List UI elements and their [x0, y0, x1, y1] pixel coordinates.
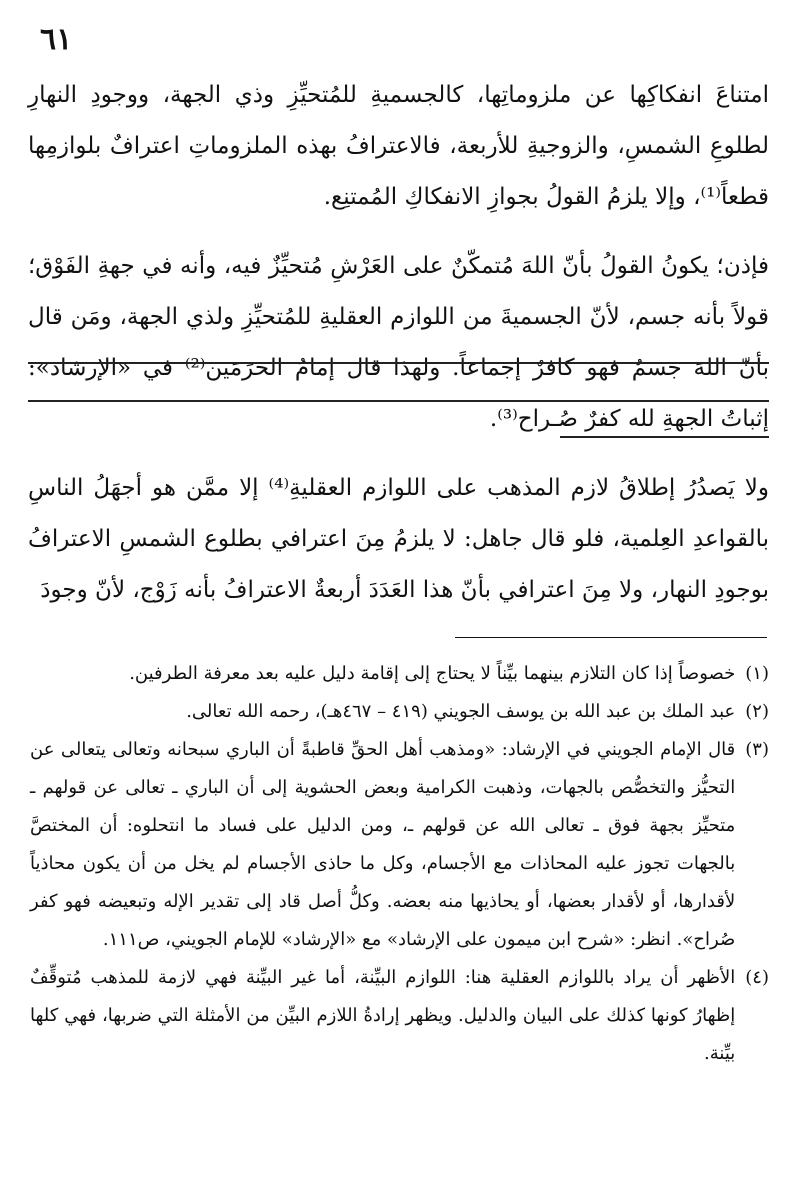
main-text: [28, 70, 769, 616]
footnote-1: [30, 655, 769, 693]
footnote-4: [30, 959, 769, 1073]
paragraph-3: ولا يَصدُرُ إطلاقُ لازم المذهب على اللوازم العقليةِ⁽⁴⁾ إلا ممَّن هو أجهَلُ الناسِ بالقواعدِ العِلمية، فلو قال جاهل: لا يلزمُ مِنَ اعترافي بطلوع الشمسِ الاعترافُ بوجودِ النهار، ولا مِنَ اعترافي بأنّ هذا العَدَدَ أربعةٌ الاعترافُ بأنه زَوْج، لأنّ وجودَ: [28, 475, 769, 603]
paragraph-2: فإذن؛ يكونُ القولُ بأنّ اللهَ مُتمكّنٌ على العَرْشِ مُتحيِّزٌ فيه، وأنه في جهةِ الفَوْق؛ قولاً بأنه جسم، لأنّ الجسميةَ من اللوازم العقليةِ للمُتحيِّزِ ولذي الجهة، ومَن قال بأنّ اللهَ جسمٌ فهو كافرٌ إجماعاً. ولهذا قال إمامُ الحرَمَين⁽²⁾ في «الإرشاد»: إثباتُ الجهةِ لله كفرٌ صُـراح⁽³⁾.: [28, 253, 770, 432]
footnote-text: عبد الملك بن عبد الله بن يوسف الجويني (٤١٩ – ٤٦٧هـ)، رحمه الله تعالى.: [186, 701, 736, 722]
page-number: ٦١: [40, 22, 73, 57]
footnote-number: (٣): [745, 739, 769, 760]
footnote-separator: [455, 637, 767, 638]
footnotes: [30, 655, 769, 1073]
footnote-text: خصوصاً إذا كان التلازم بينهما بيِّناً لا يحتاج إلى إقامة دليل عليه بعد معرفة الطرفين.: [129, 663, 736, 684]
footnote-text: الأظهر أن يراد باللوازم العقلية هنا: اللوازم البيِّنة، أما غير البيِّنة فهي لازمة للمذهب مُتوقِّفٌ إظهارُ كونها كذلك على البيان والدليل. ويظهر إرادةُ اللازم البيِّن من الأمثلة التي ضربها، فهي كلها بيِّنة.: [30, 967, 736, 1064]
footnote-3: [30, 731, 769, 959]
footnote-2: [30, 693, 769, 731]
footnote-number: (٤): [745, 967, 769, 988]
footnote-number: (٢): [745, 701, 769, 722]
footnote-number: (١): [745, 663, 769, 684]
underline-mark-2: [28, 400, 769, 402]
underline-mark-3: [560, 436, 769, 438]
paragraph-1: امتناعَ انفكاكِها عن ملزوماتِها، كالجسميةِ للمُتحيِّزِ وذي الجهة، ووجودِ النهارِ لطلوعِ الشمسِ، والزوجيةِ للأربعة، فالاعترافُ بهذه الملزوماتِ اعترافٌ بلوازمِها قطعاً⁽¹⁾، وإلا يلزمُ القولُ بجوازِ الانفكاكِ المُمتنِع.: [28, 82, 769, 210]
footnote-text: قال الإمام الجويني في الإرشاد: «ومذهب أهل الحقِّ قاطبةً أن الباري سبحانه وتعالى يتعالى عن التحيُّز والتخصُّص بالجهات، وذهبت الكرامية وبعض الحشوية إلى أن الباري ـ تعالى عن قولهم ـ متحيِّز بجهة فوق ـ تعالى الله عن قولهم ـ، ومن الدليل على فساد ما انتحلوه: أن المختصَّ بالجهات تجوز عليه المحاذات مع الأجسام، وكل ما حاذى الأجسام لم يخل من أن يكون محاذياً لأقدارها، أو لأقدار بعضها، أو يحاذيها منه بعضه. وكلُّ أصل قاد إلى تقدير الإله وتبعيضه فهو كفر صُراح». انظر: «شرح ابن ميمون على الإرشاد» مع «الإرشاد» للإمام الجويني، ص١١١.: [30, 739, 736, 950]
underline-mark-1: [28, 362, 769, 364]
